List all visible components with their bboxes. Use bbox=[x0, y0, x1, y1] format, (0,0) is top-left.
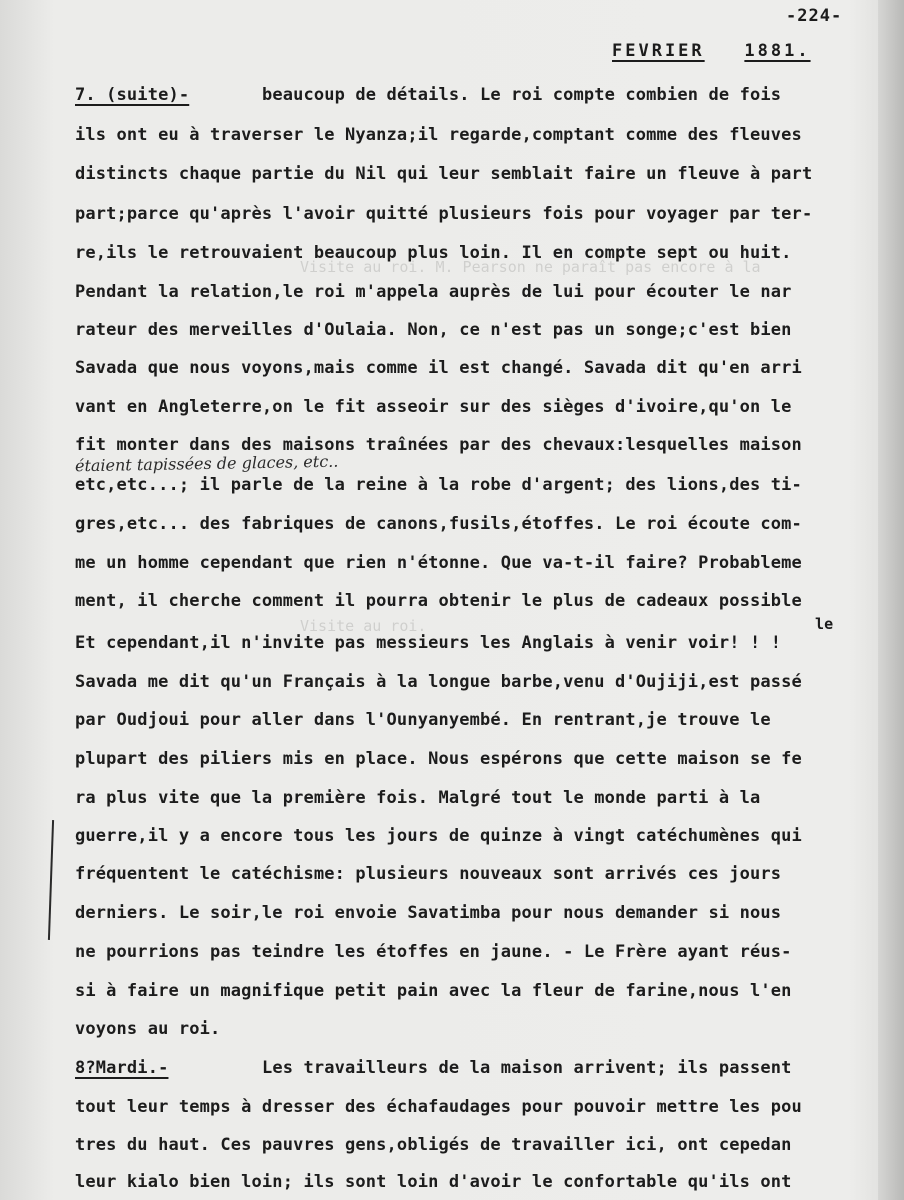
text-line: distincts chaque partie du Nil qui leur semblait faire un fleuve à part bbox=[75, 164, 813, 184]
text-line: Et cependant,il n'invite pas messieurs les Anglais à venir voir! ! ! bbox=[75, 633, 782, 653]
header-year: 1881. bbox=[744, 41, 811, 61]
text-line: plupart des piliers mis en place. Nous espérons que cette maison se fe bbox=[75, 749, 802, 769]
text-line: par Oudjoui pour aller dans l'Ounyanyembé. En rentrant,je trouve le bbox=[75, 710, 771, 730]
entry-text: Les travailleurs de la maison arrivent; ils passent bbox=[261, 1058, 792, 1078]
text-line: voyons au roi. bbox=[75, 1019, 221, 1039]
text-line: tout leur temps à dresser des échafaudages pour pouvoir mettre les pou bbox=[75, 1097, 802, 1117]
handwritten-annotation: étaient tapissées de glaces, etc.. bbox=[74, 451, 339, 476]
text-line: ra plus vite que la première fois. Malgré tout le monde parti à la bbox=[75, 788, 761, 808]
text-line: fit monter dans des maisons traînées par des chevaux:lesquelles maison bbox=[75, 435, 802, 455]
text-line: derniers. Le soir,le roi envoie Savatimba pour nous demander si nous bbox=[75, 903, 782, 923]
text-line: gres,etc... des fabriques de canons,fusils,étoffes. Le roi écoute com- bbox=[75, 514, 802, 534]
text-line: re,ils le retrouvaient beaucoup plus loin. Il en compte sept ou huit. bbox=[75, 243, 792, 263]
text-line: ne pourrions pas teindre les étoffes en jaune. - Le Frère ayant réus- bbox=[75, 942, 792, 962]
page-number: -224- bbox=[786, 6, 843, 26]
text-line: part;parce qu'après l'avoir quitté plusieurs fois pour voyager par ter- bbox=[75, 204, 813, 224]
entry-date: 7. (suite)- bbox=[75, 85, 190, 105]
bleed-through-text: Visite au roi. bbox=[300, 617, 427, 635]
text-line: etc,etc...; il parle de la reine à la robe d'argent; des lions,des ti- bbox=[75, 475, 802, 495]
text-line: vant en Angleterre,on le fit asseoir sur des sièges d'ivoire,qu'on le bbox=[75, 397, 792, 417]
text-line: Savada me dit qu'un Français à la longue barbe,venu d'Oujiji,est passé bbox=[75, 672, 802, 692]
entry-first-line bbox=[75, 1058, 792, 1078]
interlinear-insertion: le bbox=[815, 615, 834, 633]
text-line: tres du haut. Ces pauvres gens,obligés de travailler ici, ont cepedan bbox=[75, 1135, 792, 1155]
text-line: me un homme cependant que rien n'étonne. Que va-t-il faire? Probableme bbox=[75, 553, 802, 573]
entry-date: 8?Mardi.- bbox=[75, 1058, 169, 1078]
text-line: ment, il cherche comment il pourra obtenir le plus de cadeaux possible bbox=[75, 591, 802, 611]
margin-bracket-line bbox=[48, 820, 54, 940]
page-header bbox=[612, 41, 811, 61]
text-line: Savada que nous voyons,mais comme il est changé. Savada dit qu'en arri bbox=[75, 358, 802, 378]
bleed-through-text: Visite au roi. M. Pearson ne paraît pas encore à la bbox=[300, 258, 761, 276]
text-line: si à faire un magnifique petit pain avec la fleur de farine,nous l'en bbox=[75, 981, 792, 1001]
header-month: FEVRIER bbox=[612, 41, 705, 61]
text-line: rateur des merveilles d'Oulaia. Non, ce n'est pas un songe;c'est bien bbox=[75, 320, 792, 340]
page-binding-shadow bbox=[878, 0, 904, 1200]
entry-text: beaucoup de détails. Le roi compte combien de fois bbox=[261, 85, 782, 105]
text-line: fréquentent le catéchisme: plusieurs nouveaux sont arrivés ces jours bbox=[75, 864, 782, 884]
text-line: Pendant la relation,le roi m'appela auprès de lui pour écouter le nar bbox=[75, 282, 792, 302]
text-line: ils ont eu à traverser le Nyanza;il regarde,comptant comme des fleuves bbox=[75, 125, 802, 145]
text-line: guerre,il y a encore tous les jours de quinze à vingt catéchumènes qui bbox=[75, 826, 802, 846]
entry-first-line bbox=[75, 85, 781, 105]
text-line: leur kialo bien loin; ils sont loin d'avoir le confortable qu'ils ont bbox=[75, 1172, 792, 1192]
